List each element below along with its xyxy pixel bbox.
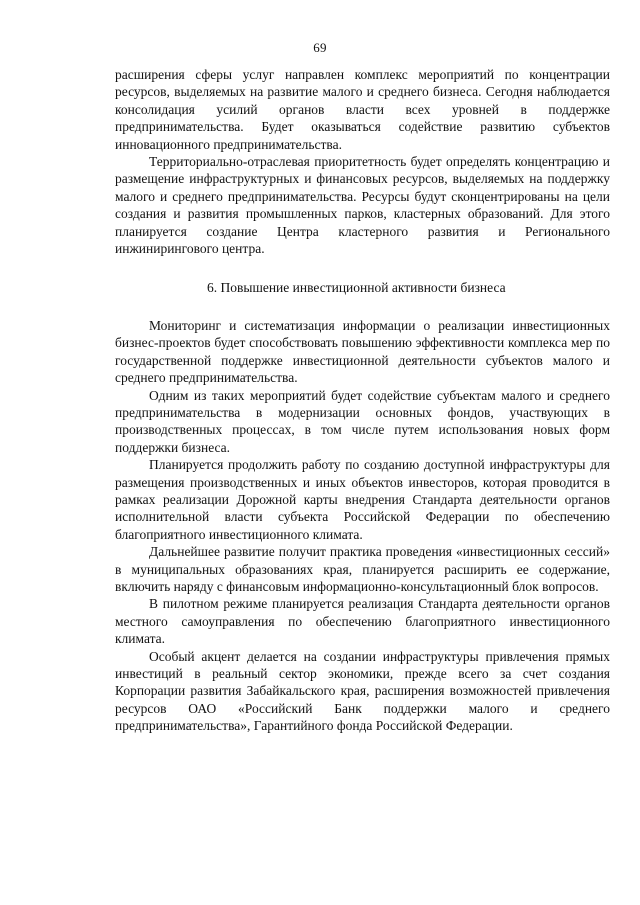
paragraph: Особый акцент делается на создании инфраструктуры привлечения прямых инвестиций в реальный сектор экономики, прежде всего за счет создания Корпорации развития Забайкальского края, расширения возможностей привлечения ресурсов ОАО «Российский Банк поддержки малого и среднего предпринимательства», Гарантийного фонда Российской Федерации.: [115, 648, 610, 734]
paragraph: Дальнейшее развитие получит практика проведения «инвестиционных сессий» в муниципальных образованиях края, планируется расширить ее содержание, включить наряду с финансовым информационно-консультационный блок вопросов.: [115, 544, 610, 594]
paragraph: В пилотном режиме планируется реализация Стандарта деятельности органов местного самоуправления по обеспечению благоприятного инвестиционного климата.: [115, 596, 610, 647]
paragraph: Одним из таких мероприятий будет содействие субъектам малого и среднего предпринимательства в модернизации основных фондов, участвующих в производственных процессах, в том числе путем использования новых форм поддержки бизнеса.: [115, 387, 610, 455]
paragraph: Планируется продолжить работу по созданию доступной инфраструктуры для размещения производственных и иных объектов инвесторов, которая проводится в рамках реализации Дорожной карты внедрения Стандарта деятельности органов исполнительной власти субъекта Российской Федерации по обеспечению благоприятного инвестиционного климата.: [115, 457, 610, 542]
document-body: [115, 66, 610, 735]
paragraph: Мониторинг и систематизация информации о реализации инвестиционных бизнес-проектов будет способствовать повышению эффективности комплекса мер по государственной поддержке инвестиционной деятельности субъектов малого и среднего предпринимательства.: [115, 317, 610, 386]
section-heading: 6. Повышение инвестиционной активности бизнеса: [207, 280, 506, 296]
page-number: 69: [313, 40, 327, 55]
paragraph: Территориально-отраслевая приоритетность будет определять концентрацию и размещение инфраструктурных и финансовых ресурсов, выделяемых на поддержку малого и среднего предпринимательства. Ресурсы будут сконцентрированы на цели создания и развития промышленных парков, кластерных образований. Для этого планируется создание Центра кластерного развития и Регионального инжинирингового центра.: [115, 154, 610, 257]
paragraph-continued: расширения сферы услуг направлен комплекс мероприятий по концентрации ресурсов, выделяемых на развитие малого и среднего бизнеса. Сегодня наблюдается консолидация усилий органов власти всех уровней в поддержке предпринимательства. Будет оказываться содействие развитию субъектов инновационного предпринимательства.: [115, 67, 610, 152]
